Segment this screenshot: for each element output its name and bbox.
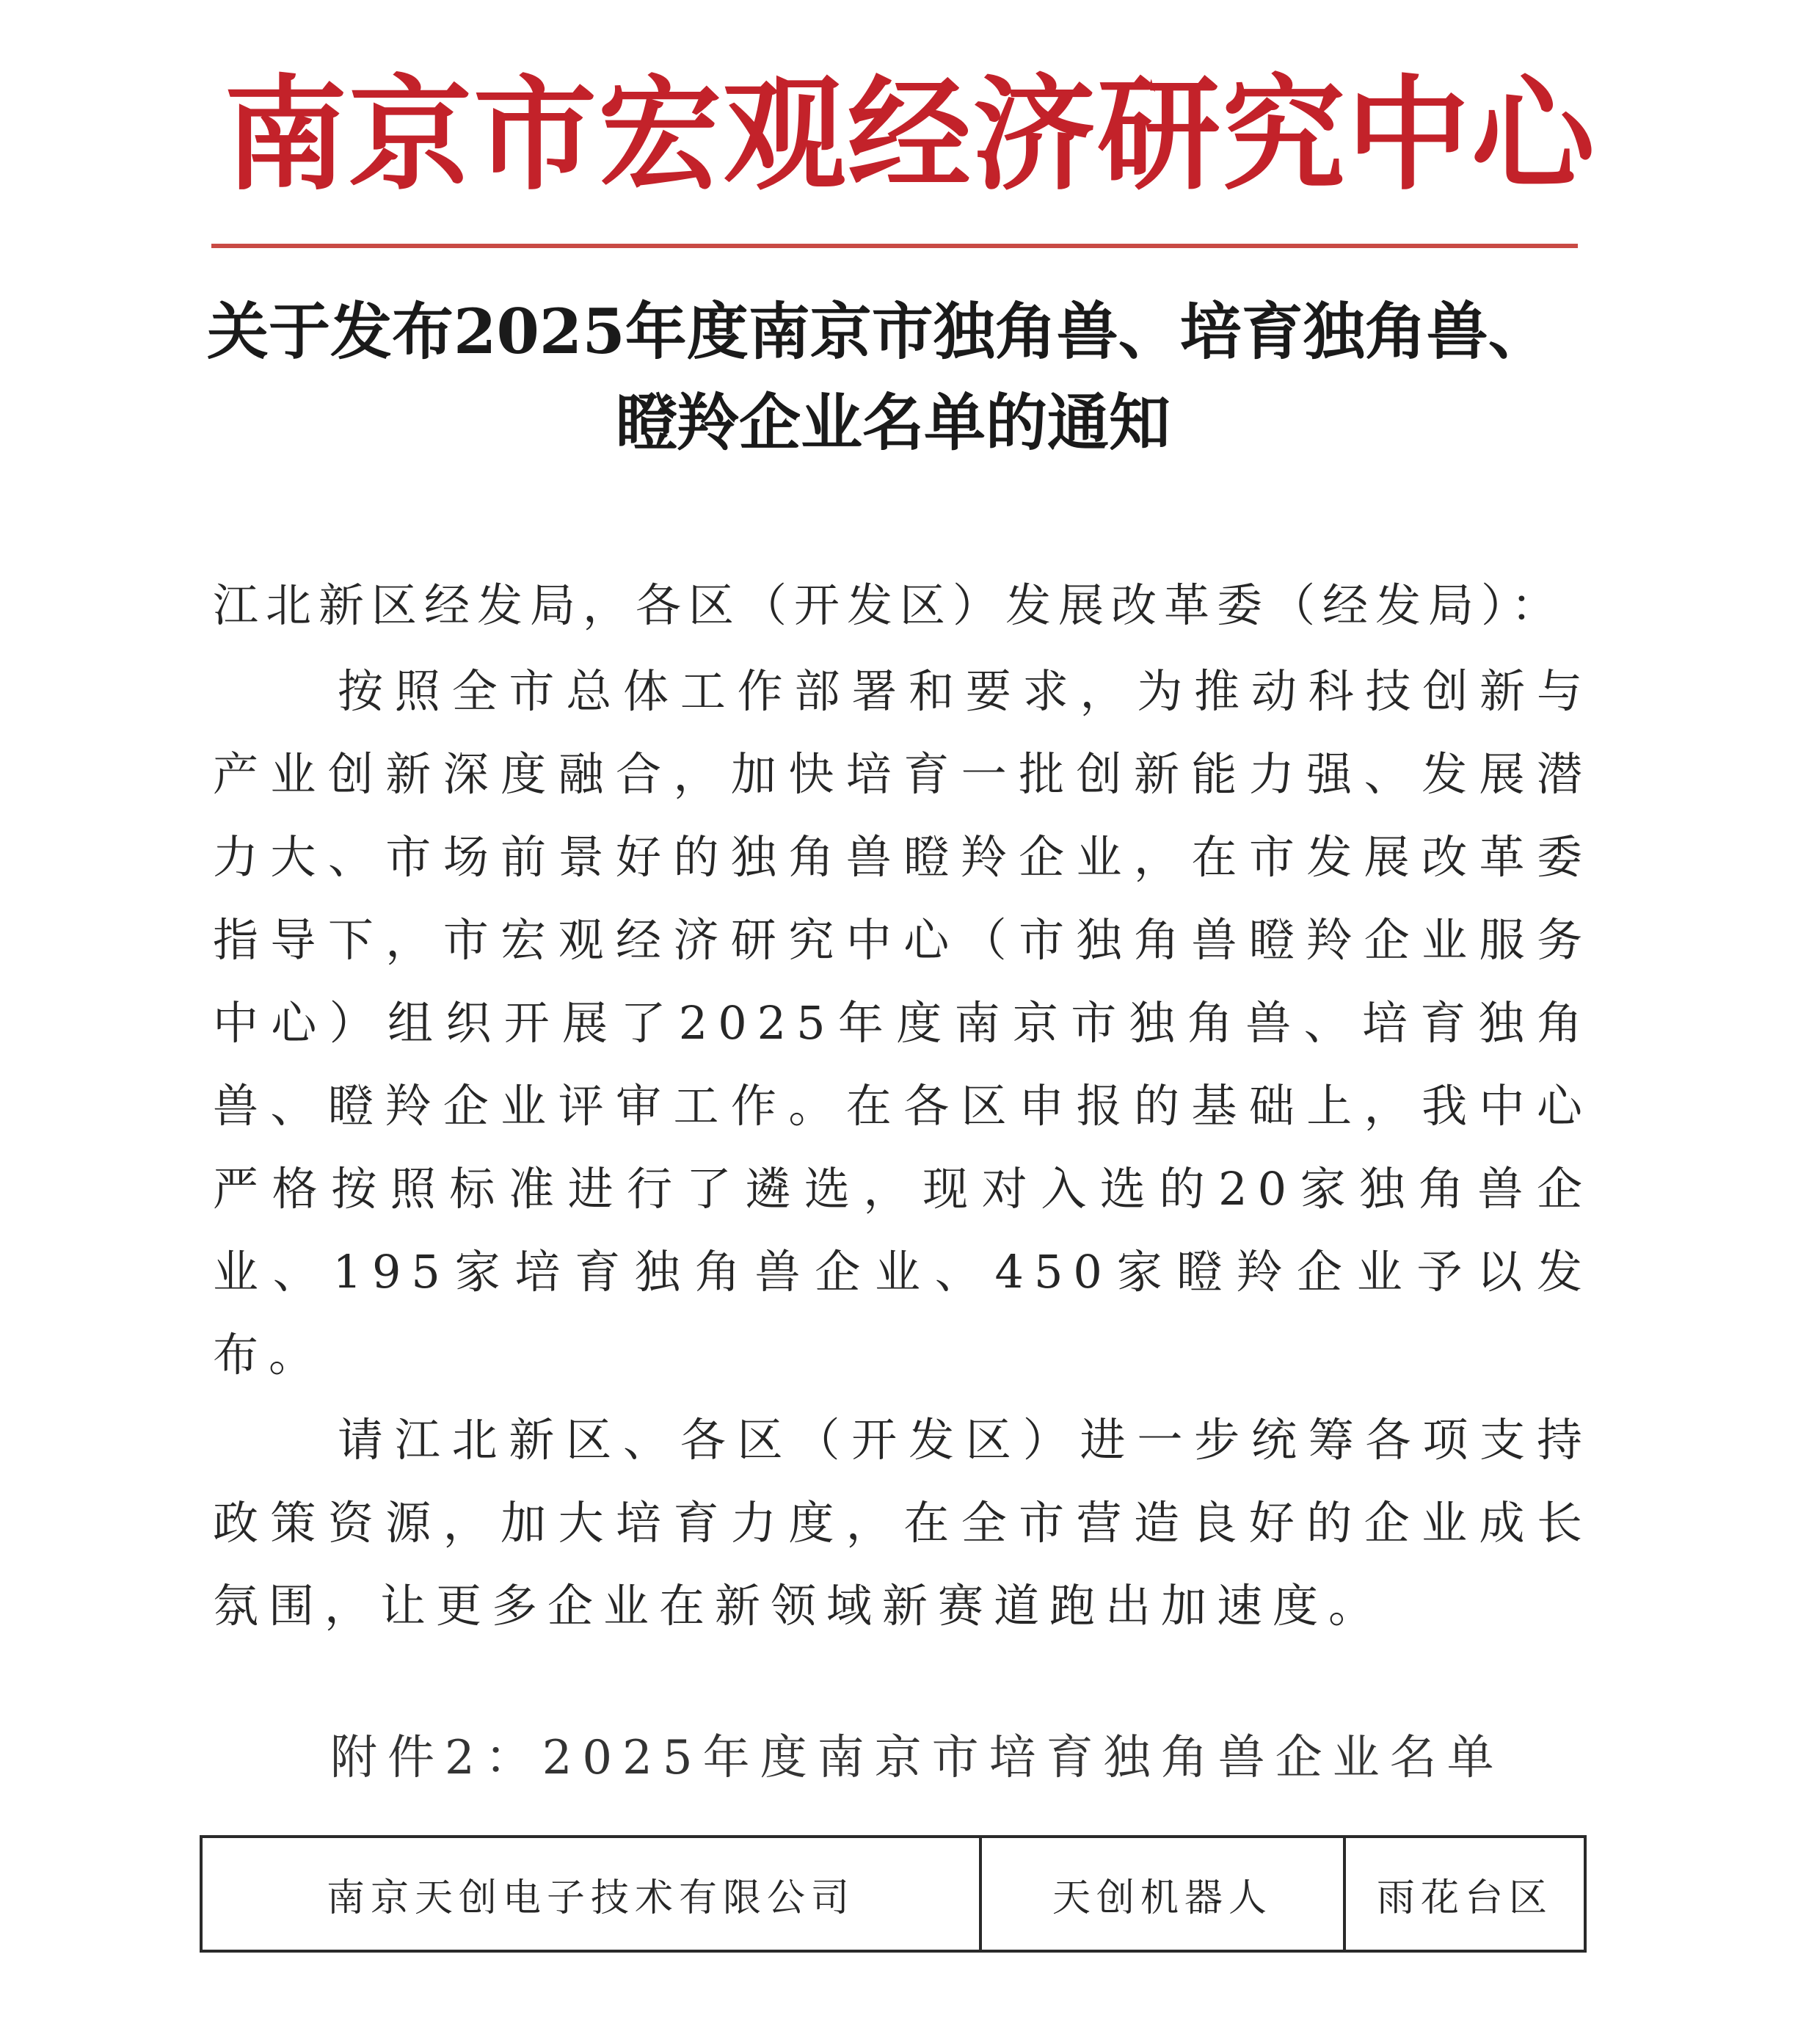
- notice-title-line1: 关于发布2025年度南京市独角兽、培育独角兽、: [207, 295, 1550, 368]
- table-cell-district: 雨花台区: [1376, 1876, 1553, 1920]
- table-cell-brand: 天创机器人: [982, 1838, 1346, 1950]
- addressee-line: 江北新区经发局，各区（开发区）发展改革委（经发局）：: [213, 578, 1565, 632]
- org-letterhead-title: 南京市宏观经济研究中心: [224, 62, 1596, 207]
- body-paragraph-1: 按照全市总体工作部署和要求，为推动科技创新与产业创新深度融合，加快培育一批创新能力强、发展潜力大、市场前景好的独角兽瞪羚企业，在市发展改革委指导下，市宏观经济研究中心（市独角兽瞪羚企业服务中心）组织开展了2025年度南京市独角兽、培育独角兽、瞪羚企业评审工作。在各区申报的基础上，我中心严格按照标准进行了遴选，现对入选的20家独角兽企业、195家培育独角兽企业、450家瞪羚企业予以发布。: [213, 664, 1592, 1381]
- notice-title: [207, 286, 1601, 468]
- attachment-label: 附件2：2025年度南京市培育独角兽企业名单: [330, 1731, 1504, 1785]
- company-table-row: [200, 1835, 1587, 1953]
- table-cell-company: 南京天创电子技术有限公司: [203, 1838, 982, 1950]
- notice-title-line2: 瞪羚企业名单的通知: [615, 386, 1171, 459]
- letterhead-red-rule: [211, 244, 1578, 248]
- body-paragraph-2: 请江北新区、各区（开发区）进一步统筹各项支持政策资源，加大培育力度，在全市营造良好的企业成长氛围，让更多企业在新领域新赛道跑出加速度。: [213, 1413, 1592, 1633]
